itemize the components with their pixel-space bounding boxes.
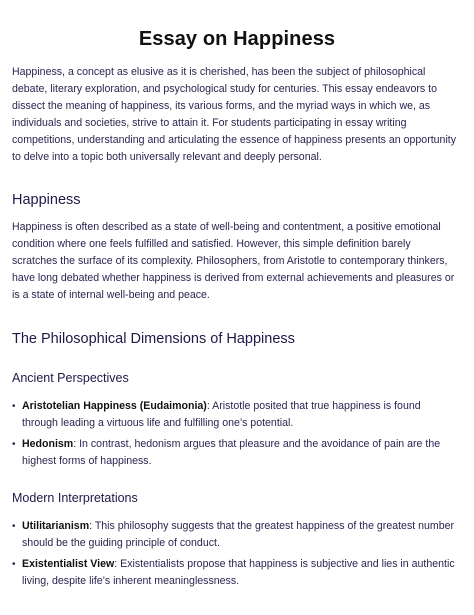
list-item-term: Aristotelian Happiness (Eudaimonia) [22,400,207,412]
section-heading-philosophical-dimensions: The Philosophical Dimensions of Happiness [12,331,295,347]
list-item [12,518,458,552]
page-title: Essay on Happiness [138,28,336,50]
bullet-icon: • [12,439,16,450]
bullet-icon: • [12,521,16,532]
list-item [12,436,458,470]
list-item-text: : Aristotle posited that true happiness is found through leading a virtuous life and fulfilling one’s potential. [22,400,421,429]
intro-paragraph: Happiness, a concept as elusive as it is cherished, has been the subject of philosophical debate, literary exploration, and psychological study for centuries. This essay endeavors to dissect the meaning of happiness, its various forms, and the myriad ways in which we, as individuals and societies, strive to attain it. For students participating in essay writing competitions, understanding and articulating the essence of happiness presents an opportunity to delve into a topic both universally relevant and deeply personal. [12,66,457,163]
list-item-text: : This philosophy suggests that the greatest happiness of the greatest number should be the guiding principle of conduct. [22,520,455,549]
modern-interpretations-list [12,518,458,594]
happiness-paragraph: Happiness is often described as a state of well-being and contentment, a positive emotional condition where one feels fulfilled and satisfied. However, this simple definition barely scratches the surface of its complexity. Philosophers, from Aristotle to contemporary thinkers, have long debated whether happiness is derived from external achievements and pleasures or is a state of internal well-being and peace. [12,221,455,301]
list-item [12,398,458,432]
subheading-modern-interpretations: Modern Interpretations [12,491,138,505]
list-item-term: Utilitarianism [22,520,90,532]
bullet-icon: • [12,401,16,412]
ancient-perspectives-list [12,398,458,474]
list-item-text: : Existentialists propose that happiness is subjective and lies in authentic living, despite life’s inherent meaninglessness. [22,558,455,587]
subheading-ancient-perspectives: Ancient Perspectives [12,371,129,385]
bullet-icon: • [12,559,16,570]
list-item-term: Existentialist View [22,558,115,570]
list-item-term: Hedonism [22,438,74,450]
list-item-text: : In contrast, hedonism argues that pleasure and the avoidance of pain are the highest forms of happiness. [22,438,441,467]
section-heading-happiness: Happiness [12,192,81,208]
list-item [12,556,458,590]
